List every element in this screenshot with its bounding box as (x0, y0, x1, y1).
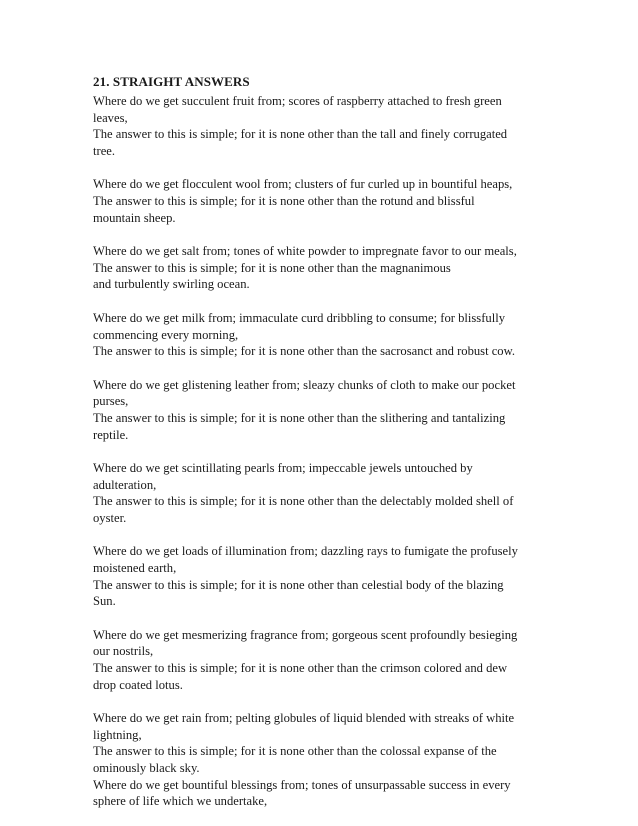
poem-line: Sun. (93, 594, 116, 609)
stanza (93, 710, 553, 810)
poem-title: 21. STRAIGHT ANSWERS (93, 74, 250, 89)
poem-line: Where do we get glistening leather from; sleazy chunks of cloth to make our pocket (93, 377, 516, 392)
poem-line: Where do we get milk from; immaculate curd dribbling to consume; for blissfully (93, 310, 505, 325)
poem-line: sphere of life which we undertake, (93, 794, 268, 809)
poem-line: The answer to this is simple; for it is none other than celestial body of the blazing (93, 577, 504, 592)
stanza (93, 310, 553, 360)
poem-line: Where do we get rain from; pelting globules of liquid blended with streaks of white (93, 711, 515, 726)
poem-line: The answer to this is simple; for it is none other than the rotund and blissful (93, 193, 475, 208)
stanza (93, 627, 553, 693)
poem-line: and turbulently swirling ocean. (93, 277, 250, 292)
poem-line: Where do we get bountiful blessings from; tones of unsurpassable success in every (93, 777, 511, 792)
poem-line: Where do we get scintillating pearls from; impeccable jewels untouched by (93, 461, 473, 476)
poem-line: tree. (93, 143, 116, 158)
poem-line: Where do we get succulent fruit from; scores of raspberry attached to fresh green (93, 94, 502, 108)
stanza (93, 460, 553, 526)
poem-line: reptile. (93, 427, 129, 442)
poem-line: The answer to this is simple; for it is none other than the slithering and tantalizing (93, 410, 506, 425)
poem-line: our nostrils, (93, 644, 154, 659)
poem-line: purses, (93, 394, 129, 409)
poem-line: The answer to this is simple; for it is none other than the magnanimous (93, 260, 451, 275)
poem-line: mountain sheep. (93, 210, 176, 225)
poem-line: leaves, (93, 110, 128, 125)
poem-line: commencing every morning, (93, 327, 239, 342)
stanza (93, 377, 553, 443)
stanza (93, 93, 553, 159)
poem-line: The answer to this is simple; for it is none other than the sacrosanct and robust cow. (93, 344, 516, 359)
poem-line: The answer to this is simple; for it is none other than the crimson colored and dew (93, 661, 508, 676)
poem-body (93, 93, 553, 810)
poem-line: adulteration, (93, 477, 157, 492)
poem-line: Where do we get flocculent wool from; clusters of fur curled up in bountiful heaps, (93, 177, 513, 192)
poem-line: Where do we get mesmerizing fragrance from; gorgeous scent profoundly besieging (93, 627, 518, 642)
poem-line: lightning, (93, 727, 142, 742)
poem-line: Where do we get loads of illumination from; dazzling rays to fumigate the profusely (93, 544, 518, 559)
stanza (93, 243, 553, 293)
stanza (93, 176, 553, 226)
poem-line: The answer to this is simple; for it is none other than the tall and finely corrugated (93, 127, 508, 142)
poem-line: oyster. (93, 510, 127, 525)
poem-line: The answer to this is simple; for it is none other than the colossal expanse of the (93, 744, 497, 759)
poem-line: moistened earth, (93, 561, 177, 576)
stanza (93, 543, 553, 609)
poem-line: The answer to this is simple; for it is none other than the delectably molded shell of (93, 494, 514, 509)
poem-line: drop coated lotus. (93, 677, 183, 692)
poem-line: Where do we get salt from; tones of white powder to impregnate favor to our meals, (93, 244, 517, 259)
document-page (93, 73, 553, 810)
poem-line: ominously black sky. (93, 761, 200, 775)
